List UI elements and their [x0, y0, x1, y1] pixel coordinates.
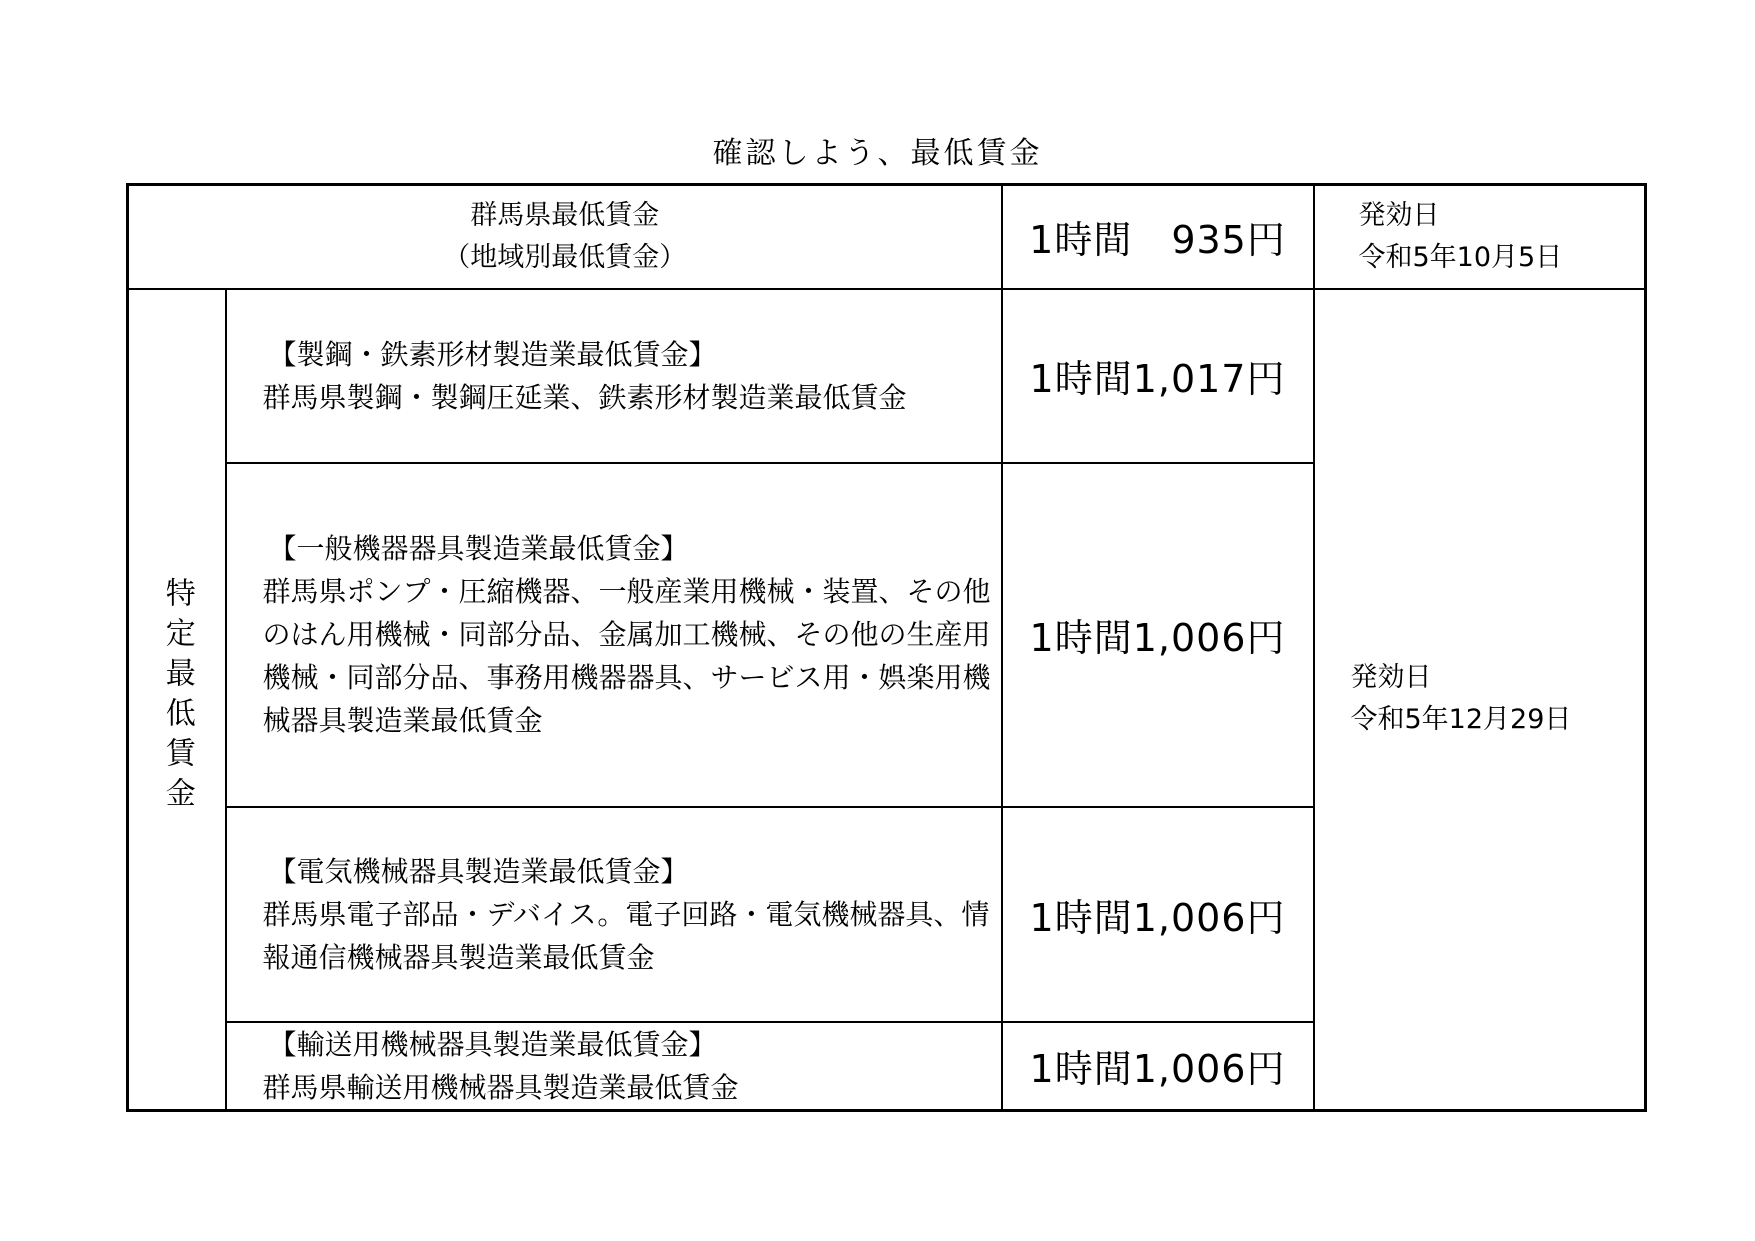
specific-wage-category: 【一般機器器具製造業最低賃金】: [268, 532, 689, 565]
specific-wage-rate: 1時間1,017円: [1002, 289, 1314, 463]
specific-wage-description: [226, 463, 1002, 807]
specific-wage-category: 【製鋼・鉄素形材製造業最低賃金】: [268, 337, 717, 371]
specific-wage-description: [226, 1022, 1002, 1111]
specific-wage-detail: 群馬県輸送用機械器具製造業最低賃金: [262, 1070, 739, 1104]
regional-wage-name: 群馬県最低賃金: [470, 199, 660, 231]
specific-wage-label: 特定最低賃金: [159, 577, 195, 817]
specific-effective-date: 令和5年12月29日: [1350, 704, 1572, 735]
specific-wage-label-cell: [128, 289, 226, 1111]
specific-wage-rate: 1時間1,006円: [1002, 1022, 1314, 1111]
regional-effective-date-cell: [1314, 185, 1646, 289]
regional-wage-subname: （地域別最低賃金）: [443, 241, 687, 273]
specific-wage-detail: 群馬県製鋼・製鋼圧延業、鉄素形材製造業最低賃金: [262, 380, 907, 414]
specific-wage-description: [226, 807, 1002, 1022]
specific-wage-description: [226, 289, 1002, 463]
regional-wage-rate: 1時間 935円: [1002, 185, 1314, 289]
regional-wage-row: [128, 185, 1646, 289]
specific-effective-date-cell: [1314, 289, 1646, 1111]
page-title: 確認しよう、最低賃金: [712, 136, 1043, 171]
regional-effective-date: 令和5年10月5日: [1358, 241, 1563, 273]
specific-wage-category: 【電気機械器具製造業最低賃金】: [268, 854, 689, 888]
minimum-wage-table: [126, 183, 1647, 1112]
specific-wage-rate: 1時間1,006円: [1002, 463, 1314, 807]
specific-wage-row: [128, 289, 1646, 463]
specific-wage-rate: 1時間1,006円: [1002, 807, 1314, 1022]
specific-wage-category: 【輸送用機械器具製造業最低賃金】: [268, 1027, 717, 1061]
specific-wage-detail: 群馬県電子部品・デバイス。電子回路・電気機械器具、情報通信機械器具製造業最低賃金: [262, 897, 990, 974]
regional-wage-name-cell: [128, 185, 1002, 289]
specific-effective-label: 発効日: [1350, 662, 1432, 693]
specific-wage-detail: 群馬県ポンプ・圧縮機器、一般産業用機械・装置、その他のはん用機械・同部分品、金属加工機械、その他の生産用機械・同部分品、事務用機器器具、サービス用・娯楽用機械器具製造業最低賃金: [262, 575, 991, 737]
regional-effective-label: 発効日: [1358, 199, 1440, 231]
